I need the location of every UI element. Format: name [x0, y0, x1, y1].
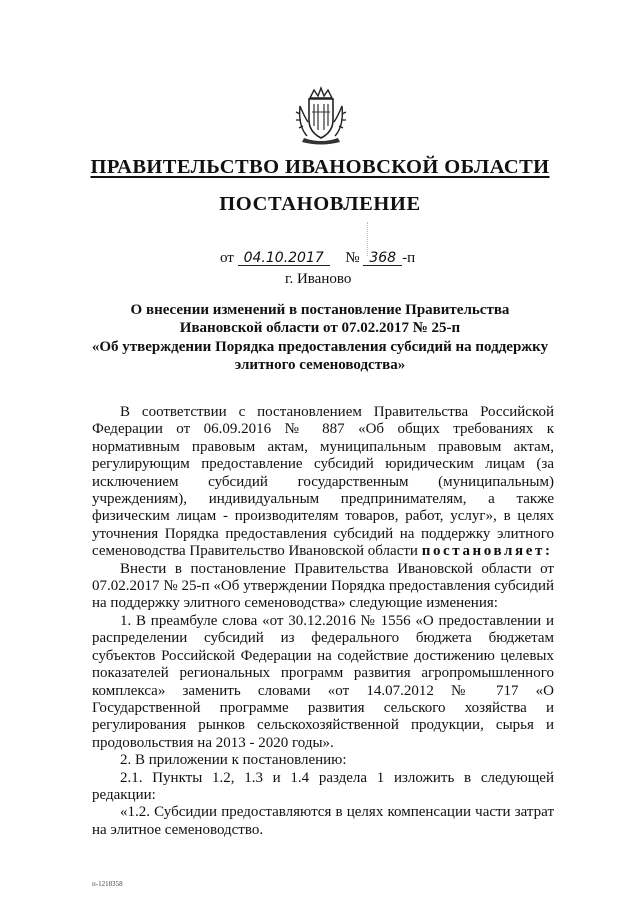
organization-title-text: ПРАВИТЕЛЬСТВО ИВАНОВСКОЙ ОБЛАСТИ — [90, 156, 550, 178]
document-subject — [80, 301, 560, 374]
body-paragraph: «1.2. Субсидии предоставляются в целях компенсации части затрат на элитное семеноводство. — [92, 804, 554, 838]
organization-title — [0, 156, 640, 179]
body-paragraph: Внести в постановление Правительства Ивановской области от 07.02.2017 № 25-п «Об утверждении Порядка предоставления субсидий на поддержку элитного семеноводства» следующие изменения: — [92, 560, 554, 612]
coat-of-arms-icon — [290, 86, 352, 146]
number-suffix: -п — [402, 250, 416, 266]
date-prefix: от — [220, 250, 234, 266]
paragraph-text: В соответствии с постановлением Правительства Российской Федерации от 06.09.2016 № 887 «Об общих требованиях к нормативным правовым актам, муниципальным правовым актам, регулирующим предоставление субсидий юридическим лицам (за исключением субсидий государственным (муниципальным) учреждениям), индивидуальным предпринимателям, а также физическим лицам - производителям товаров, работ, услуг», в целях уточнения Порядка предоставления субсидий на поддержку элитного семеноводства Правительство Ивановской области — [92, 404, 554, 560]
decree-word: постановляет: — [421, 543, 553, 560]
number-prefix: № — [345, 250, 360, 266]
document-code: п-1218358 — [92, 880, 123, 888]
document-type: ПОСТАНОВЛЕНИЕ — [219, 193, 421, 215]
body-paragraph — [92, 404, 554, 561]
body-paragraph: 2. В приложении к постановлению: — [120, 752, 347, 769]
number-value: 368 — [363, 251, 402, 266]
body-paragraph: 2.1. Пункты 1.2, 1.3 и 1.4 раздела 1 изложить в следующей редакции: — [92, 769, 554, 803]
document-body — [92, 404, 554, 839]
registration-line — [220, 250, 460, 267]
body-paragraph: 1. В преамбуле слова «от 30.12.2016 № 1556 «О предоставлении и распределении субсидий из федерального бюджета бюджетам субъектов Российской Федерации на содействие достижению целевых показателей региональных программ развития агропромышленного комплекса» заменить словами «от 14.07.2012 № 717 «О Государственной программе развития сельского хозяйства и регулирования рынков сельскохозяйственной продукции, сырья и продовольствия на 2013 - 2020 годы». — [92, 612, 554, 751]
date-value: 04.10.2017 — [238, 251, 330, 266]
subject-line: «Об утверждении Порядка предоставления субсидий на поддержку — [91, 338, 549, 355]
subject-line: Ивановской области от 07.02.2017 № 25-п — [179, 320, 461, 337]
subject-line: О внесении изменений в постановление Правительства — [130, 302, 510, 318]
city: г. Иваново — [285, 271, 352, 287]
subject-line: элитного семеноводства» — [234, 356, 406, 373]
